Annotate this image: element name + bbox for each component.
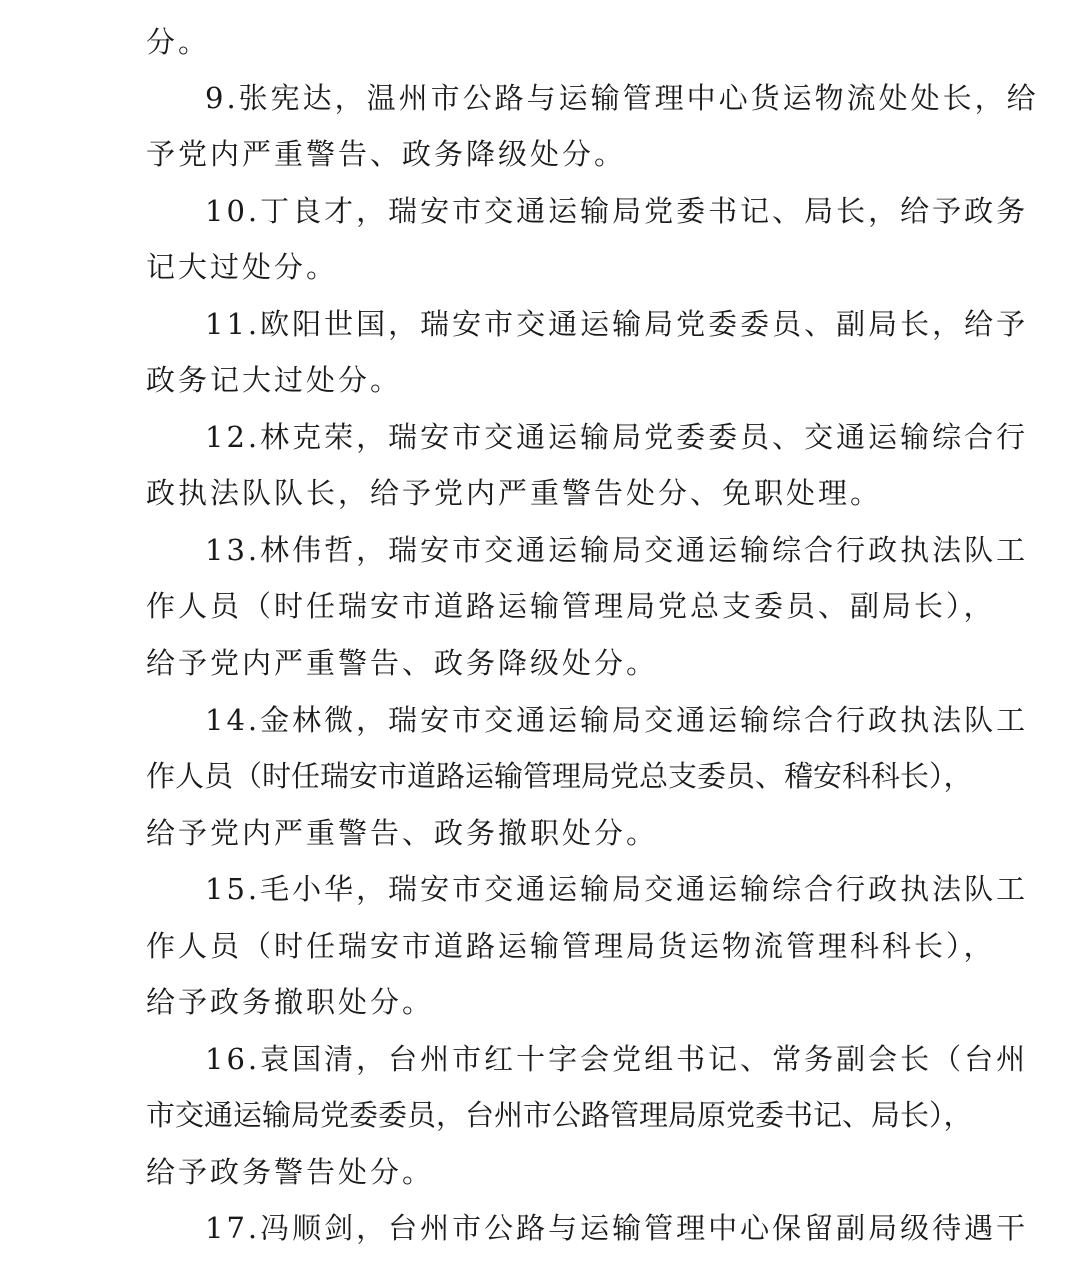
item-17-line-1: 17.冯顺剑，台州市公路与运输管理中心保留副局级待遇干 [205,1211,1029,1245]
item-14-line-3: 给予党内严重警告、政务撤职处分。 [146,816,659,850]
item-11-line-2: 政务记大过处分。 [146,363,403,397]
item-9-line-1: 9.张宪达，温州市公路与运输管理中心货运物流处处长，给 [205,81,1039,115]
item-16-line-1: 16.袁国清，台州市红十字会党组书记、常务副会长（台州 [205,1042,1029,1076]
item-9-line-2: 予党内严重警告、政务降级处分。 [146,137,627,171]
item-10-line-2: 记大过处分。 [146,250,339,284]
item-12-line-1: 12.林克荣，瑞安市交通运输局党委委员、交通运输综合行 [205,420,1029,454]
item-13-line-1: 13.林伟哲，瑞安市交通运输局交通运输综合行政执法队工 [205,533,1029,567]
item-14-line-1: 14.金林微，瑞安市交通运输局交通运输综合行政执法队工 [205,703,1029,737]
text-line: 分。 [146,25,211,59]
item-16-line-2: 市交通运输局党委委员，台州市公路管理局原党委书记、局长）， [146,1098,973,1132]
item-13-line-2: 作人员（时任瑞安市道路运输管理局党总支委员、副局长）， [146,589,996,623]
item-14-line-2: 作人员（时任瑞安市道路运输管理局党总支委员、稽安科科长）， [146,759,973,793]
item-15-line-1: 15.毛小华，瑞安市交通运输局交通运输综合行政执法队工 [205,872,1029,906]
item-16-line-3: 给予政务警告处分。 [146,1155,435,1189]
item-10-line-1: 10.丁良才，瑞安市交通运输局党委书记、局长，给予政务 [205,194,1029,228]
item-12-line-2: 政执法队队长，给予党内严重警告处分、免职处理。 [146,476,883,510]
item-11-line-1: 11.欧阳世国，瑞安市交通运输局党委委员、副局长，给予 [205,307,1029,341]
item-15-line-2: 作人员（时任瑞安市道路运输管理局货运物流管理科科长）， [146,929,996,963]
item-15-line-3: 给予政务撤职处分。 [146,985,435,1019]
item-13-line-3: 给予党内严重警告、政务降级处分。 [146,646,659,680]
